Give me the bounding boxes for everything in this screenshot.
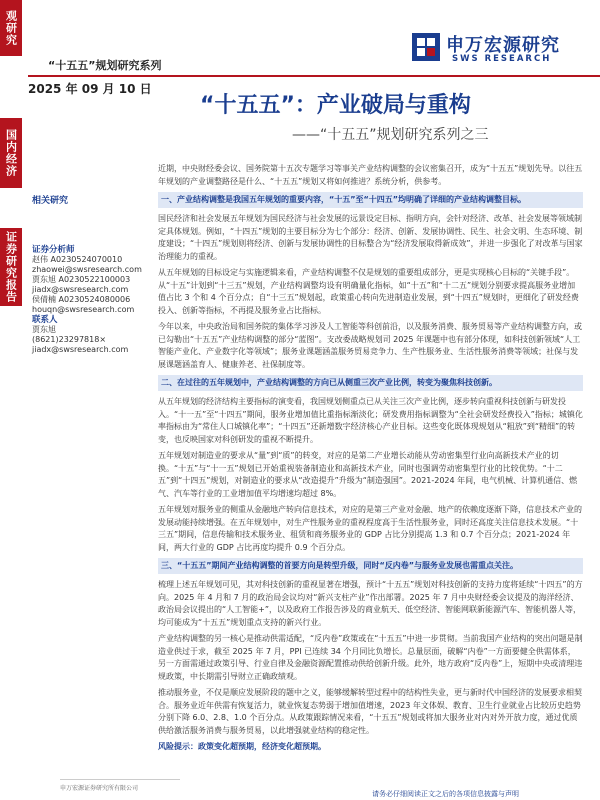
body-paragraph: 推动服务业，不仅是顺应发展阶段的题中之义，能够缓解转型过程中的结构性失业，更与新时代中国经济的发展要求相契合。服务业近年供需有恢复活力，就业恢复态势弱于增加值增速，2023 年文体娱、教育、卫生行业就业占比较历史趋势分别下降 6.0、2.8、1.0 个百分点。从政策跟踪情况来看，“十五五”规划或将加大服务业对内对外开放力度，通过优质供给激活服务消费与服务贸易，以此增强就业结构的稳定性。 <box>158 688 582 735</box>
body-paragraph: 从五年规划的目标设定与实施逻辑来看，产业结构调整不仅是规划的重要组成部分，更是实现核心目标的“关键手段”。从“十五”计划到“十三五”规划，产业结构调整均设有明确量化指标，如“十五”和“十二五”规划分别要求提高服务业增加值占比 3 个和 4 个百分点；自“十三五”规划起，政策重心转向先进制造业发展，到“十四五”规划时，更细化了研发经费投入、创新等指标，不再提及服务业占比指标。 <box>158 268 579 315</box>
body-paragraph: 国民经济和社会发展五年规划为国民经济与社会发展的远景设定目标、指明方向，会针对经济、改革、社会发展等领域制定具体规划。例如，“十四五”规划的主要目标分为七个部分：经济、创新、发展协调性、民生、社会文明、生态环境、制度建设；“十四五”规划则将经济、创新与发展协调性的目标整合为“经济发展取得新成效”，并进一步强化了对改革与国家治理能力的重视。 <box>158 214 583 261</box>
contact-line: 贾东旭 <box>32 325 56 334</box>
analyst-email[interactable]: zhaowei@swsresearch.com <box>32 265 142 274</box>
report-title: “十五五”：产业破局与重构 <box>200 93 471 118</box>
analyst-line: 赵伟 A0230524070010 <box>32 255 123 264</box>
body-paragraph: 今年以来，中央政治局和国务院的集体学习涉及人工智能等科创前沿，以及服务消费、服务贸易等产业结构调整方向，或已勾勒出“十五五”产业结构调整的部分“蓝图”。支改委战略规划司 2025 年课题中也有部分体现，如科技创新领域“人工智能产业化、产业数字化等领域”；服务业课题涵盖服务贸易竞争力、生产性服务业、生活性服务消费等领域；社保与发展课题涵盖育人、健康养老、社保制度等。 <box>158 322 582 369</box>
analyst-heading: 证券分析师 <box>32 245 75 255</box>
analyst-line: 贾东旭 A0230522100003 <box>32 275 131 284</box>
contact-email[interactable]: jiadx@swsresearch.com <box>32 345 129 354</box>
header-divider <box>28 75 600 77</box>
logo-icon <box>412 33 440 61</box>
body-paragraph: 从五年规划的经济结构主要指标的演变看，我国规划侧重点已从关注三次产业比例，逐步转向重视科技创新与研发投入。“十一五”至“十四五”期间，服务业增加值比重指标渐淡化；研发费用指标调整为“全社会研发经费投入”指标；城镇化率指标由为“常住人口城镇化率”；“十四五”还新增数字经济核心产业目标。这些变化既体现规划从“粗放”到“精细”的转变，也反映国家对科创研发的重视不断提升。 <box>158 397 583 444</box>
risk-warning: 风险提示：政策变化超预期，经济变化超预期。 <box>158 742 326 751</box>
contact-heading: 联系人 <box>32 315 58 325</box>
contact-phone: (8621)23297818× <box>32 335 107 344</box>
body-paragraph: 产业结构调整的另一核心是推动供需适配，“反内卷”政策或在“十五五”中进一步贯彻。当前我国产业结构的突出问题是制造业供过于求，截至 2025 年 7 月，PPI 已连续 34 个月同比负增长。总量层面，破解“内卷”一方面要健全供需体系，另一方面需通过政策引导、行业自律及金融资源配置推动供给创新升级。此外，地方政府“反内卷”上，短期中央或清理违规政策，中长期需引导财立正确政绩观。 <box>158 634 583 681</box>
related-research-label: 相关研究 <box>32 196 69 206</box>
left-sidebar <box>0 0 22 800</box>
company-logo <box>412 30 582 70</box>
footer-disclaimer: 请务必仔细阅读正文之后的各项信息披露与声明 <box>372 790 519 798</box>
analyst-email[interactable]: jiadx@swsresearch.com <box>32 285 129 294</box>
body-paragraph: 梳理上述五年规划可见，其对科技创新的重视显著在增强，预计“十五五”规划对科技创新的支持力度将延续“十四五”的方向。2025 年 4 月和 7 月的政治局会议均对“新兴支柱产业”作出部署。2025 年 7 月中央财经委会议提及的海洋经济、政治局会议提出的“人工智能+”，以及政府工作报告涉及的商业航天、低空经济、智能网联新能源汽车、智能机器人等，均可能成为“十五五”规划重点支持的新兴行业。 <box>158 580 583 627</box>
side-tag-top: 观研究 <box>0 0 22 56</box>
body-paragraph: 五年规划对制造业的要求从“量”到“质”的转变，对应的是第二产业增长动能从劳动密集型行业向高新技术产业的切换。“十五”与“十一五”规划已开始重视装备制造业和高新技术产业，同时也强调劳动密集型行业的比较优势。“十二五”到“十四五”规划，对制造业的要求从“改造提升”升级为“制造强国”。2021-2024 年间，电气机械、计算机通信、燃气、汽车等行业的工业增加值平均增速均超过 8%。 <box>158 451 578 498</box>
side-tag-domestic-economy: 国内经济 <box>0 118 22 188</box>
section-heading-2: 二、在过往的五年规划中，产业结构调整的方向已从侧重三次产业比例，转变为聚焦科技创新。 <box>158 375 583 391</box>
footer-company-name: 申万宏源证券研究所有限公司 <box>60 779 180 793</box>
report-series: “十五五”规划研究系列 <box>48 59 162 72</box>
report-date: 2025 年 09 月 10 日 <box>28 82 152 96</box>
analyst-block <box>32 245 150 355</box>
section-heading-1: 一、产业结构调整是我国五年规划的重要内容，“十五”至“十四五”均明确了详细的产业结构调整目标。 <box>158 192 583 208</box>
analyst-line: 侯倩楠 A0230524080006 <box>32 295 131 304</box>
logo-chinese-text: 申万宏源研究 <box>446 35 560 56</box>
intro-paragraph: 近期，中央财经委会议、国务院第十五次专题学习等事关产业结构调整的会议密集召开，成为“十五五”规划先导。以往五年规划的产业调整路径是什么、“十五五”规划又将如何推进？系统分析，供参考。 <box>158 164 583 186</box>
report-subtitle: ——“十五五”规划研究系列之三 <box>292 127 489 143</box>
section-heading-3: 三、“十五五”期间产业结构调整的首要方向是转型升级，同时“反内卷”与服务业发展也需重点关注。 <box>158 558 583 574</box>
body-paragraph: 五年规划对服务业的侧重从金融地产转向信息技术，对应的是第三产业对金融、地产的依赖度逐渐下降，信息技术产业的发展动能持续增强。在五年规划中，对生产性服务业的重视程度高于生活性服务业，同时还高度关注信息技术发展。“十三五”期间，信息传输和技术服务业、租赁和商务服务业的 GDP 占比分别提高 1.3 和 0.7 个百分点；2021-2024 年间，两大行业的 GDP 占比再度均提升 0.9 个百分点。 <box>158 505 582 552</box>
analyst-email[interactable]: houqn@swsresearch.com <box>32 305 135 314</box>
logo-english-text: SWS RESEARCH <box>452 54 552 64</box>
report-body <box>158 163 583 758</box>
side-tag-securities-report: 证券研究报告 <box>0 228 22 306</box>
